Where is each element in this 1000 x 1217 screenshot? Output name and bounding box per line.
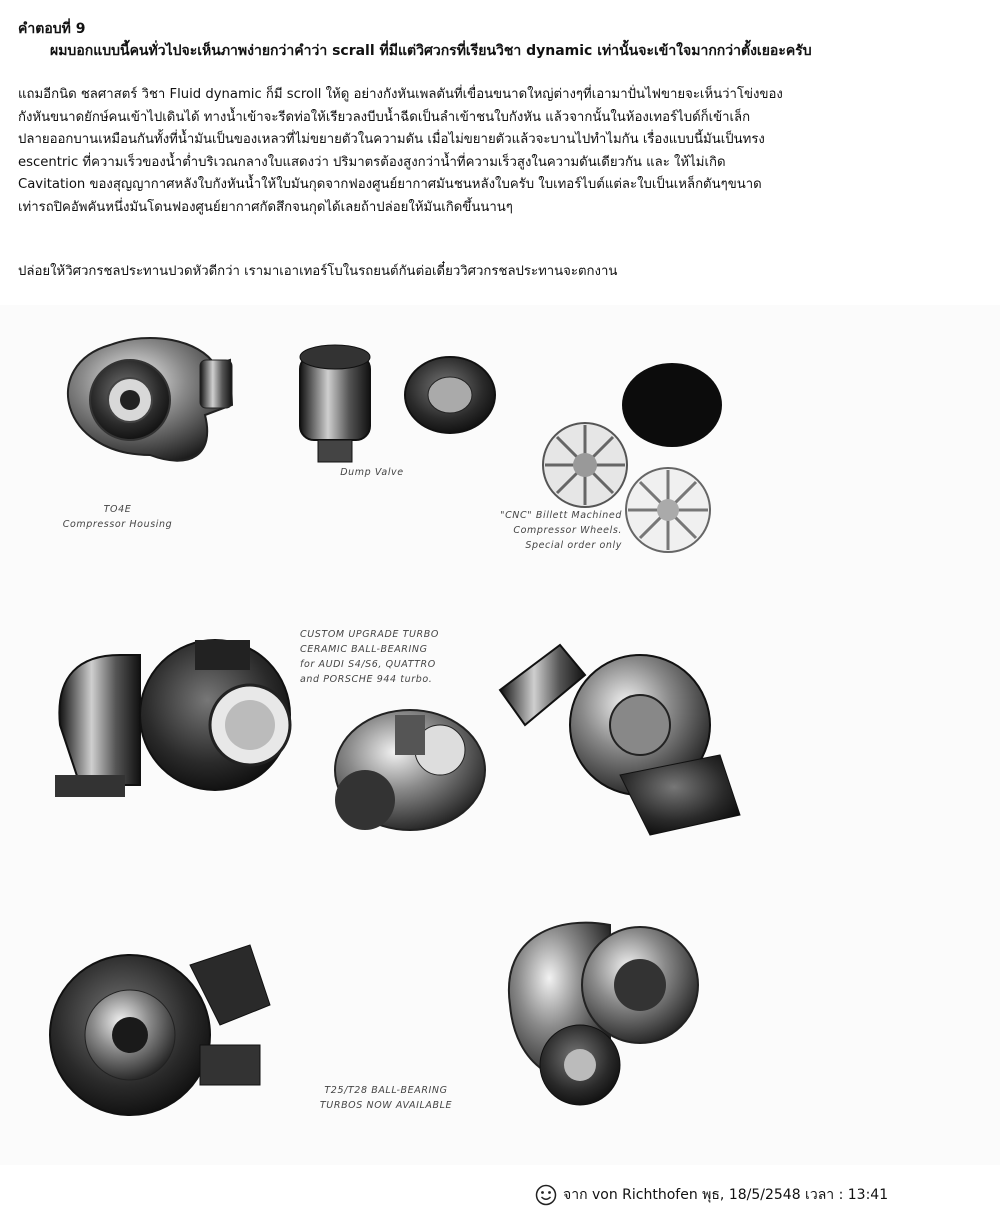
wheels-caption	[462, 508, 622, 553]
dump-valve-caption	[322, 465, 422, 480]
housing-caption	[30, 502, 205, 532]
caption-line: Special order only	[525, 540, 622, 551]
custom-turbo-caption	[300, 627, 495, 687]
paragraph-line: escentric ที่ความเร็วของน้ำต่ำบริเวณกลางใบแสดงว่า ปริมาตรต้องสูงกว่าน้ำที่ความเร็วสูงในความดันเดียวกัน และ ให้ไม่เกิด	[18, 154, 726, 170]
cutaway-turbo-image	[335, 710, 485, 830]
t25-turbo-left-image	[50, 945, 270, 1115]
body-paragraph	[18, 84, 988, 219]
billet-blank-image	[622, 363, 722, 447]
dump-valve-image	[300, 345, 495, 462]
caption-line: for AUDI S4/S6, QUATTRO	[300, 659, 436, 670]
caption-line: Compressor Housing	[62, 519, 173, 530]
paragraph-line: Cavitation ของสุญญากาศหลังใบกังหันน้ำให้ใบมันกุดจากฟองศูนย์ยากาศมันชนหลังใบครับ ใบเทอร์ไบต์แต่ละใบเป็นเหล็กตันๆขนาด	[18, 177, 762, 192]
caption-line: and PORSCHE 944 turbo.	[300, 674, 433, 685]
t28-turbo-right-image	[509, 923, 698, 1105]
caption-line: T25/T28 BALL-BEARING	[324, 1085, 448, 1096]
smiley-icon	[535, 1184, 557, 1206]
caption-line: Dump Valve	[340, 467, 404, 478]
caption-line: Compressor Wheels.	[513, 525, 622, 536]
paragraph-line: เท่ารถปิคอัพคันหนึ่งมันโดนฟองศูนย์ยากาศกัดสึกจนกุดได้เลยถ้าปล่อยให้มันเกิดขึ้นนานๆ	[18, 199, 513, 215]
turbo-flyer-scan	[0, 305, 1000, 1165]
caption-line: TURBOS NOW AVAILABLE	[319, 1100, 453, 1111]
ball-bearing-turbo-image	[500, 645, 740, 835]
large-turbo-image	[55, 640, 290, 797]
intro-sentence: ผมบอกแบบนี้คนทั่วไปจะเห็นภาพง่ายกว่าคำว่า scrall ที่มีแต่วิศวกรที่เรียนวิชา dynamic เท่านั้นจะเข้าใจมากกว่าตั้งเยอะครับ	[50, 43, 812, 59]
paragraph-line: ปลายออกบานเหมือนกันทั้งที่น้ำมันเป็นของเหลวที่ไม่ขยายตัวในความดัน เมื่อไม่ขยายตัวแล้วจะบานไปทำไมกัน เรื่องแบบนี้มันเป็นทรง	[18, 132, 765, 147]
answer-heading: คำตอบที่ 9	[18, 21, 86, 37]
caption-line: CUSTOM UPGRADE TURBO	[300, 629, 439, 640]
closing-sentence: ปล่อยให้วิศวกรชลประทานปวดหัวดีกว่า เรามาเอาเทอร์โบในรถยนต์กันต่อเดี๋ยววิศวกรชลประทานจะตกงาน	[18, 264, 618, 279]
caption-line: "CNC" Billett Machined	[500, 510, 622, 521]
caption-line: TO4E	[103, 504, 132, 515]
caption-line: CERAMIC BALL-BEARING	[300, 644, 428, 655]
compressor-housing-image	[68, 338, 232, 461]
t25-caption	[296, 1083, 476, 1113]
paragraph-line: กังหันขนาดยักษ์คนเข้าไปเดินได้ ทางน้ำเข้าจะรีดท่อให้เรียวลงบีบน้ำฉีดเป็นลำเข้าชนใบกังหัน แล้วจากนั้นในห้องเทอร์ไบด์ก็เข้าเล็ก	[18, 109, 751, 125]
post-author-and-date: จาก von Richthofen พุธ, 18/5/2548 เวลา : 13:41	[563, 1187, 889, 1203]
turbo-parts-illustration	[0, 305, 1000, 1165]
post-footer	[535, 1184, 888, 1206]
paragraph-line: แถมอีกนิด ชลศาสตร์ วิชา Fluid dynamic ก็มี scroll ให้ดู อย่างกังหันเพลตันที่เขื่อนขนาดใหญ่ต่างๆที่เอามาปั่นไฟขายจะเห็นว่าโข่งของ	[18, 87, 783, 102]
